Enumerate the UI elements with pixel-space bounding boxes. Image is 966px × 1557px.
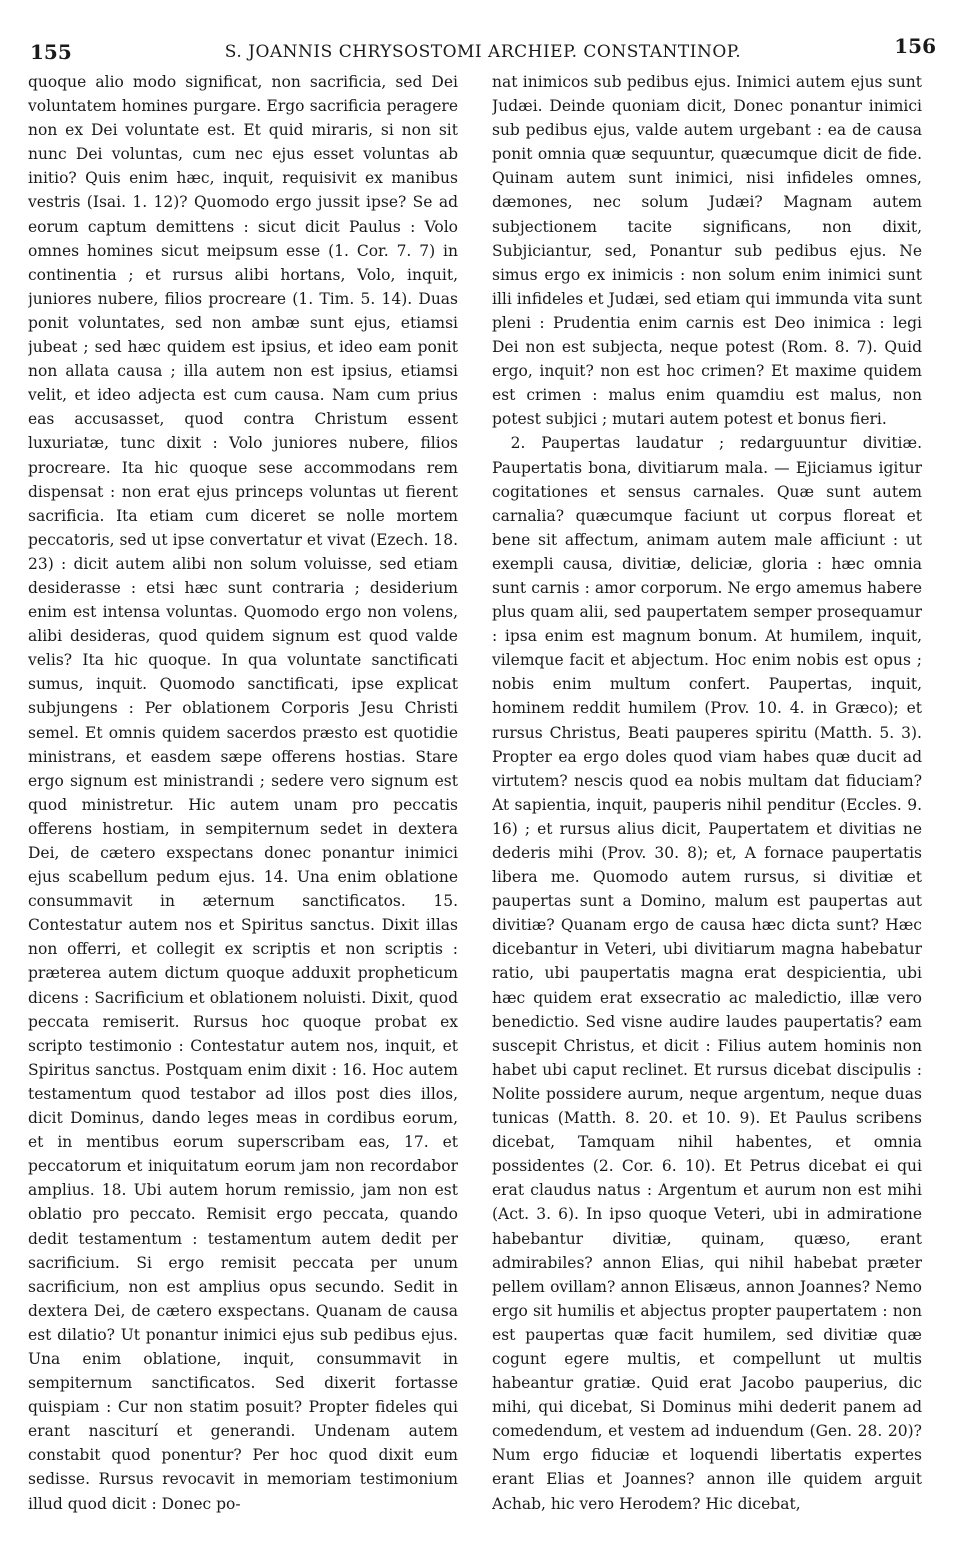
- page-number-right: 156: [894, 34, 936, 58]
- right-column: [492, 70, 922, 1545]
- paragraph: nat inimicos sub pedibus ejus. Inimici autem ejus sunt Judæi. Deinde quoniam dicit, Donec ponantur inimici sub pedibus ejus, valde autem urgebant : ea de causa ponit omnia quæ sequuntur, quæcumque dicit de fide. Quinam autem sunt inimici, nisi infideles omnes, dæmones, nec solum Judæi? Magnam autem subjectionem tacite significans, non dixit, Subjiciantur, sed, Ponantur sub pedibus ejus. Ne simus ergo ex inimicis : non solum enim inimici sunt illi infideles et Judæi, sed etiam qui immunda vita sunt pleni : Prudentia enim carnis est Deo inimica : legi Dei non est subjecta, neque potest (Rom. 8. 7). Quid ergo, inquit? non est hoc crimen? Et maxime quidem est crimen : malus enim quamdiu est malus, non potest subjici ; mutari autem potest et bonus fieri.: [492, 73, 922, 429]
- paragraph: 2. Paupertas laudatur ; redarguuntur divitiæ. Paupertatis bona, divitiarum mala. — Ejiciamus igitur cogitationes et sensus carnales. Quæ sunt autem carnalia? quæcumque faciunt ut corpus floreat et bene sit affectum, animam autem male afficiunt : ut exempli causa, divitiæ, deliciæ, gloria : hæc omnia sunt carnis : amor corporum. Ne ergo amemus habere plus quam alii, sed paupertatem semper prosequamur : ipsa enim est magnum bonum. At humilem, inquit, vilemque facit et abjectum. Hoc enim nobis est opus ; nobis enim multum confert. Paupertas, inquit, hominem reddit humilem (Prov. 10. 4. in Græco); et rursus Christus, Beati pauperes spiritu (Matth. 5. 3). Propter ea ergo doles quod viam habes quæ ducit ad virtutem? nescis quod ea nobis multam dat fiduciam? At sapientia, inquit, pauperis nihil penditur (Eccles. 9. 16) ; et rursus alius dicit, Paupertatem et divitias ne dederis mihi (Prov. 30. 8); et, A fornace paupertatis libera me. Quomodo autem rursus, si divitiæ et paupertas sunt a Domino, malum est paupertas aut divitiæ? Quanam ergo de causa hæc dicta sunt? Hæc dicebantur in Veteri, ubi divitiarum magna habebatur ratio, ubi paupertatis magna erat despicientia, ubi hæc quidem erat exsecratio ac maledictio, illæ vero benedictio. Sed visne audire laudes paupertatis? eam suscepit Christus, et dicit : Filius autem hominis non habet ubi caput reclinet. Et rursus dicebat discipulis : Nolite possidere aurum, neque argentum, neque duas tunicas (Matth. 8. 20. et 10. 9). Et Paulus scribens dicebat, Tamquam nihil habentes, et omnia possidentes (2. Cor. 6. 10). Et Petrus dicebat ei qui erat claudus natus : Argentum et aurum non est mihi (Act. 3. 6). In ipso quoque Veteri, ubi in admiratione habebantur divitiæ, quinam, quæso, erant admirabiles? annon Elias, qui nihil habebat præter pellem ovillam? annon Elisæus, annon Joannes? Nemo ergo sit humilis et abjectus propter paupertatem : non est paupertas quæ facit humilem, sed divitiæ quæ cogunt egere multis, et compellunt ut multis habeantur gratiæ. Quid erat Jacobo pauperius, dic mihi, qui dicebat, Si Dominus mihi dederit panem ad comedendum, et vestem ad induendum (Gen. 28. 20)? Num ergo fiduciæ et loquendi libertatis expertes erant Elias et Joannes? annon ille quidem arguit Achab, hic vero Herodem? Hic dicebat,: [492, 434, 922, 1513]
- page-number-left: 155: [30, 40, 72, 64]
- page-header: [30, 34, 936, 70]
- left-column: [28, 70, 458, 1545]
- running-title: S. JOANNIS CHRYSOSTOMI ARCHIEP. CONSTANTINOP.: [224, 42, 742, 62]
- paragraph: quoque alio modo significat, non sacrificia, sed Dei voluntatem homines purgare. Ergo sacrificia peragere non ex Dei voluntate est. Et quid miraris, si non sit nunc Dei voluntas, cum nec ejus esset voluntas ab initio? Quis enim hæc, inquit, requisivit ex manibus vestris (Isai. 1. 12)? Quomodo ergo jussit ipse? Se ad eorum captum demittens : sicut dicit Paulus : Volo omnes homines sicut meipsum esse (1. Cor. 7. 7) in continentia ; et rursus alibi hortans, Volo, inquit, juniores nubere, filios procreare (1. Tim. 5. 14). Duas ponit voluntates, sed non ambæ sunt ejus, etiamsi jubeat ; sed hæc quidem est ipsius, et ideo eam ponit non allata causa ; illa autem non est ipsius, etiamsi velit, et ideo adjecta est cum causa. Nam cum prius eas accusasset, quod contra Christum essent luxuriatæ, tunc dixit : Volo juniores nubere, filios procreare. Ita hic quoque sese accommodans rem dispensat : non erat ejus princeps voluntas ut fierent sacrificia. Ita etiam cum diceret se nolle mortem peccatoris, sed ut ipse convertatur et vivat (Ezech. 18. 23) : dicit autem alibi non solum voluisse, sed etiam desiderasse : etsi hæc sunt contraria ; desiderium enim est intensa voluntas. Quomodo ergo non volens, alibi desideras, quod quidem signum est quod valde velis? Ita hic quoque. In qua voluntate sanctificati sumus, inquit. Quomodo sanctificati, ipse explicat subjungens : Per oblationem Corporis Jesu Christi semel. Et omnis quidem sacerdos præsto est quotidie ministrans, et easdem sæpe offerens hostias. Stare ergo signum est ministrandi ; sedere vero signum est quod ministretur. Hic autem unam pro peccatis offerens hostiam, in sempiternum sedet in dextera Dei, de cætero exspectans donec ponantur inimici ejus scabellum pedum ejus. 14. Una enim oblatione consummavit in æternum sanctificatos. 15. Contestatur autem nos et Spiritus sanctus. Dixit illas non offerri, et collegit ex scriptis et non scriptis : præterea autem dictum quoque adduxit propheticum dicens : Sacrificium et oblationem noluisti. Dixit, quod peccata remiserit. Rursus hoc quoque probat ex scripto testimonio : Contestatur autem nos, inquit, et Spiritus sanctus. Postquam enim dixit : 16. Hoc autem testamentum quod testabor ad illos post dies illos, dicit Dominus, dando leges meas in cordibus eorum, et in mentibus eorum superscribam eas, 17. et peccatorum et iniquitatum eorum jam non recordabor amplius. 18. Ubi autem horum remissio, jam non est oblatio pro peccato. Remisit ergo peccata, quando dedit testamentum : testamentum autem dedit per sacrificium. Si ergo remisit peccata per unum sacrificium, non est amplius opus secundo. Sedit in dextera Dei, de cætero exspectans. Quanam de causa est dilatio? Ut ponantur inimici ejus sub pedibus ejus. Una enim oblatione, inquit, consummavit in sempiternum sanctificatos. Sed dixerit fortasse quispiam : Cur non statim posuit? Propter fideles qui erant nasciturí et generandi. Undenam autem constabit quod ponentur? Per hoc quod dixit eum sedisse. Rursus revocavit in memoriam testimonium illud quod dicit : Donec po-: [28, 73, 458, 1513]
